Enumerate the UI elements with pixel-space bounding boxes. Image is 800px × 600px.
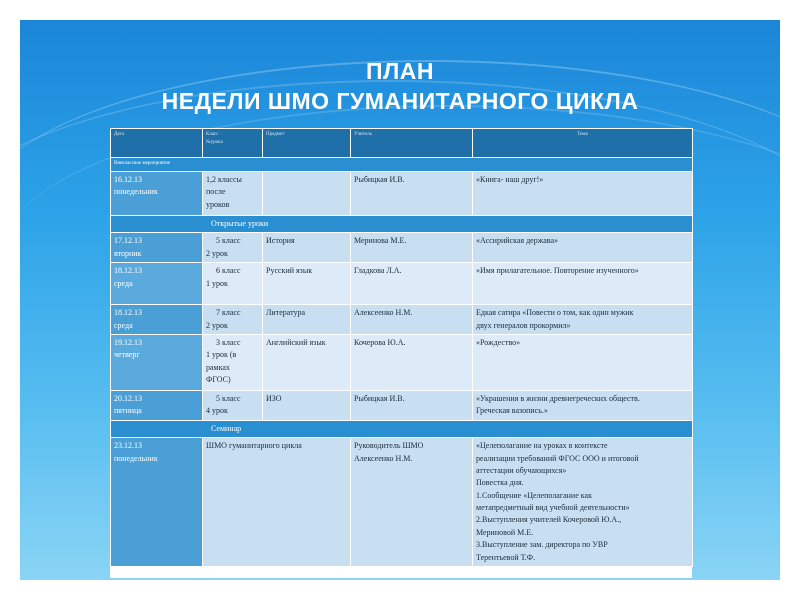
header-class (203, 129, 263, 158)
row-topic: «Книга- наш друг!» (473, 172, 693, 216)
header-teacher: Учитель (351, 129, 473, 158)
row-class-cell (203, 305, 263, 335)
section-extracurricular: Внеклассное мероприятие (111, 158, 693, 172)
row-class-line: 1,2 классы (206, 175, 242, 184)
row-subject: ИЗО (263, 390, 351, 420)
table-row (111, 263, 693, 305)
row-topic (473, 438, 693, 567)
row-date-cell (111, 438, 203, 567)
row-class-line: уроков (206, 199, 230, 209)
row-date: 20.12.13 (114, 393, 142, 403)
row-topic-line: 1.Сообщение «Целеполагание как (476, 490, 592, 500)
table-row (111, 233, 693, 263)
row-topic: «Имя прилагательное. Повторение изученного» (473, 263, 693, 305)
table-row (111, 334, 693, 390)
table-row (111, 438, 693, 567)
plan-table (110, 128, 693, 567)
row-topic-line: 3.Выступление зам. директора по УВР (476, 540, 608, 550)
header-class-line2: №урока (206, 139, 223, 145)
row-date: 18.12.13 (114, 308, 142, 318)
header-subject: Предмет (263, 129, 351, 158)
row-class-line: 3 класс (216, 337, 241, 347)
row-class-cell (203, 172, 263, 216)
row-topic: «Рождество» (473, 334, 693, 390)
row-day: вторник (114, 248, 142, 258)
page-title-line2: НЕДЕЛИ ШМО ГУМАНИТАРНОГО ЦИКЛА (161, 88, 639, 114)
row-topic-line: реализации требований ФГОС ООО и итоговой (476, 453, 639, 463)
row-date: 18.12.13 (114, 266, 142, 276)
row-date-cell (111, 263, 203, 305)
row-topic-line: Мериновой М.Е. (476, 527, 534, 537)
section-row (111, 216, 693, 233)
row-date-cell (111, 233, 203, 263)
row-date-cell (111, 334, 203, 390)
table-row (111, 305, 693, 335)
section-row (111, 158, 693, 172)
row-topic-line: двух генералов прокормил» (476, 320, 571, 330)
row-subject: Русский язык (263, 263, 351, 305)
row-date-cell (111, 172, 203, 216)
row-class-cell (203, 233, 263, 263)
row-class-cell (203, 334, 263, 390)
row-day: среда (114, 320, 133, 330)
row-subject: Английский язык (263, 334, 351, 390)
row-day: среда (114, 278, 133, 288)
row-class-line: 5 класс (216, 236, 241, 246)
row-date-cell (111, 305, 203, 335)
row-teacher: Рыбицкая И.В. (351, 172, 473, 216)
row-class-line: 1 урок (206, 278, 228, 288)
row-date: 17.12.13 (114, 236, 142, 246)
section-seminar: Семинар (111, 420, 693, 437)
header-topic: Тема (473, 129, 693, 158)
table-row (111, 390, 693, 420)
row-class-line: ФГОС) (206, 375, 231, 385)
row-teacher: Кочерова Ю.А. (351, 334, 473, 390)
row-class-line: 6 класс (216, 266, 241, 276)
row-teacher: Алексеенко Н.М. (351, 305, 473, 335)
row-subject (263, 172, 351, 216)
row-class-line: 5 класс (216, 393, 241, 403)
section-row (111, 420, 693, 437)
row-day: пятница (114, 406, 142, 416)
row-teacher-line: Алексеенко Н.М. (354, 453, 413, 463)
row-topic-line: метапредметный вид учебной деятельности» (476, 503, 630, 513)
row-topic (473, 305, 693, 335)
row-topic (473, 390, 693, 420)
row-date: 19.12.13 (114, 337, 142, 347)
row-subject: ШМО гуманитарного цикла (203, 438, 351, 567)
row-teacher-line: Руководитель ШМО (354, 441, 424, 451)
table-header-row (111, 129, 693, 158)
row-class-line: 2 урок (206, 248, 228, 258)
header-date: Дата (111, 129, 203, 158)
row-class-line: 7 класс (216, 308, 241, 318)
row-teacher: Рыбицкая И.В. (351, 390, 473, 420)
row-day: четверг (114, 350, 140, 360)
row-date-cell (111, 390, 203, 420)
row-topic-line: Повестка дня. (476, 478, 524, 488)
page-title-line1: ПЛАН (366, 58, 434, 84)
row-teacher: Меринова М.Е. (351, 233, 473, 263)
row-class-line: 4 урок (206, 406, 228, 416)
row-topic-line: Греческая вазопись.» (476, 406, 548, 416)
row-topic-line: Едкая сатира «Повести о том, как один мужик (476, 308, 634, 318)
row-topic: «Ассирийская держава» (473, 233, 693, 263)
row-class-cell (203, 390, 263, 420)
row-class-line: 1 урок (в (206, 350, 237, 360)
row-topic-line: «Целеполагание на уроках в контексте (476, 441, 608, 451)
header-class-line1: Класс (206, 132, 219, 137)
row-topic-line: Терентьевой Т.Ф. (476, 552, 536, 562)
row-subject: История (263, 233, 351, 263)
row-day: понедельник (114, 187, 158, 197)
row-teacher: Гладкова Л.А. (351, 263, 473, 305)
row-subject: Литература (263, 305, 351, 335)
table-row (111, 172, 693, 216)
row-topic-line: аттестации обучающихся» (476, 465, 567, 475)
row-class-cell (203, 263, 263, 305)
row-teacher-cell (351, 438, 473, 567)
row-date: 16.12.13 (114, 175, 142, 184)
row-date: 23.12.13 (114, 441, 142, 451)
row-day: понедельник (114, 453, 158, 463)
row-class-line: рамках (206, 362, 230, 372)
row-class-line: после (206, 187, 226, 197)
section-open-lessons: Открытые уроки (111, 216, 693, 233)
row-class-line: 2 урок (206, 320, 228, 330)
row-topic-line: 2.Выступления учителей Кочеровой Ю.А., (476, 515, 622, 525)
row-topic-line: «Украшения в жизни древнегреческих обществ. (476, 393, 640, 403)
